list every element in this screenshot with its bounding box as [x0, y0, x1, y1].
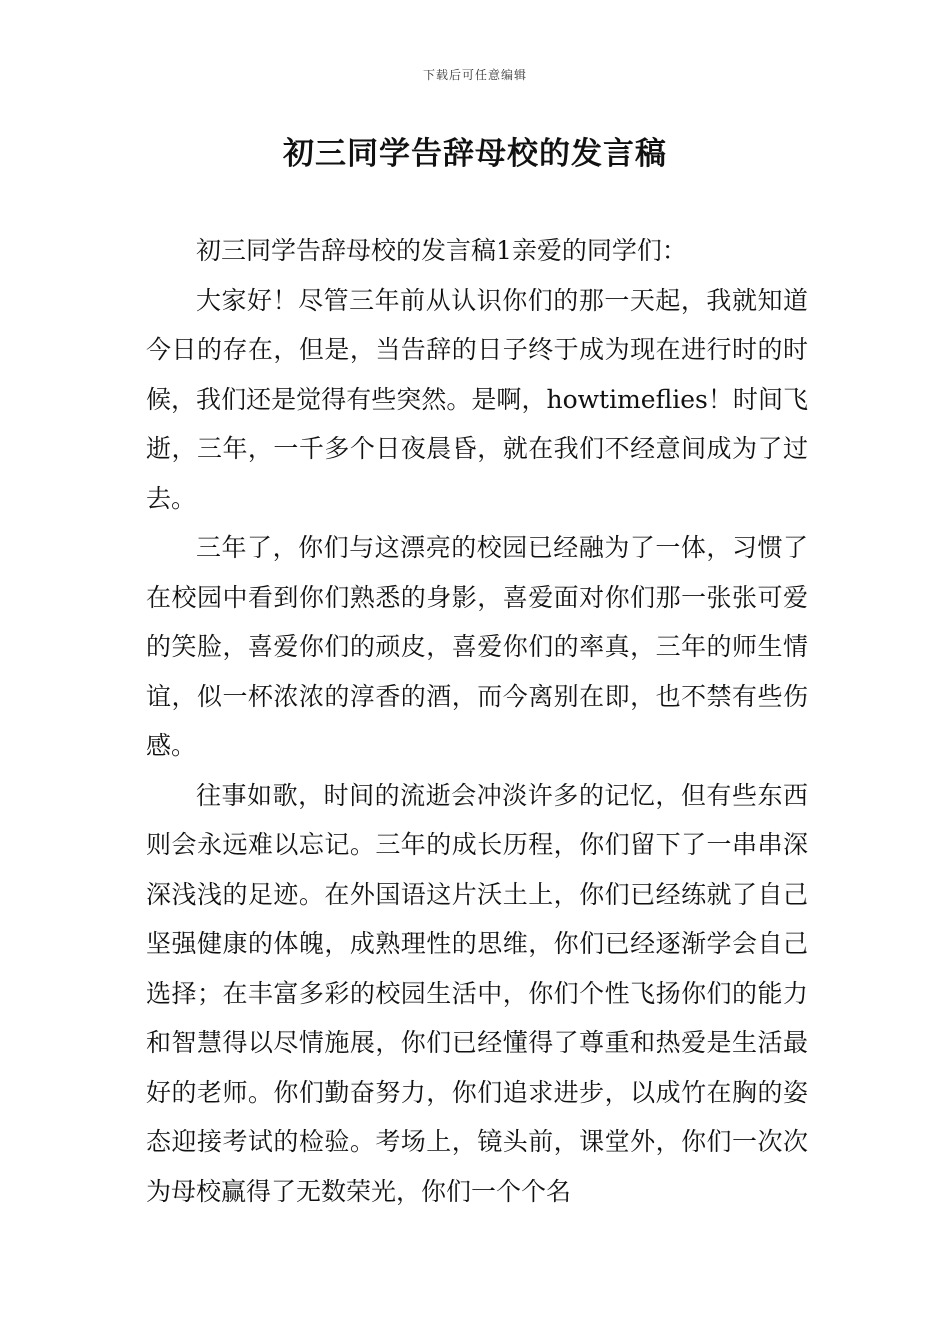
paragraph-memories: 往事如歌，时间的流逝会冲淡许多的记忆，但有些东西则会永远难以忘记。三年的成长历程，你们留下了一串串深深浅浅的足迹。在外国语这片沃土上，你们已经练就了自己坚强健康的体魄，成熟理性的思维，你们已经逐渐学会自己选择；在丰富多彩的校园生活中，你们个性飞扬你们的能力和智慧得以尽情施展，你们已经懂得了尊重和热爱是生活最好的老师。你们勤奋努力，你们追求进步，以成竹在胸的姿态迎接考试的检验。考场上，镜头前，课堂外，你们一次次为母校赢得了无数荣光，你们一个个名 — [146, 780, 808, 1206]
paragraph-greeting: 初三同学告辞母校的发言稿1亲爱的同学们： — [196, 236, 687, 265]
document-title: 初三同学告辞母校的发言稿 — [283, 136, 667, 172]
header-note: 下载后可任意编辑 — [422, 68, 527, 82]
paragraph-three-years: 三年了，你们与这漂亮的校园已经融为了一体，习惯了在校园中看到你们熟悉的身影，喜爱面对你们那一张张可爱的笑脸，喜爱你们的顽皮，喜爱你们的率真，三年的师生情谊，似一杯浓浓的淳香的酒，而今离别在即，也不禁有些伤感。 — [146, 533, 808, 760]
paragraph-opening: 大家好！尽管三年前从认识你们的那一天起，我就知道今日的存在，但是，当告辞的日子终于成为现在进行时的时候，我们还是觉得有些突然。是啊，howtimeflies！时间飞逝，三年，一千多个日夜晨昏，就在我们不经意间成为了过去。 — [146, 285, 808, 513]
document-body — [146, 226, 808, 1216]
